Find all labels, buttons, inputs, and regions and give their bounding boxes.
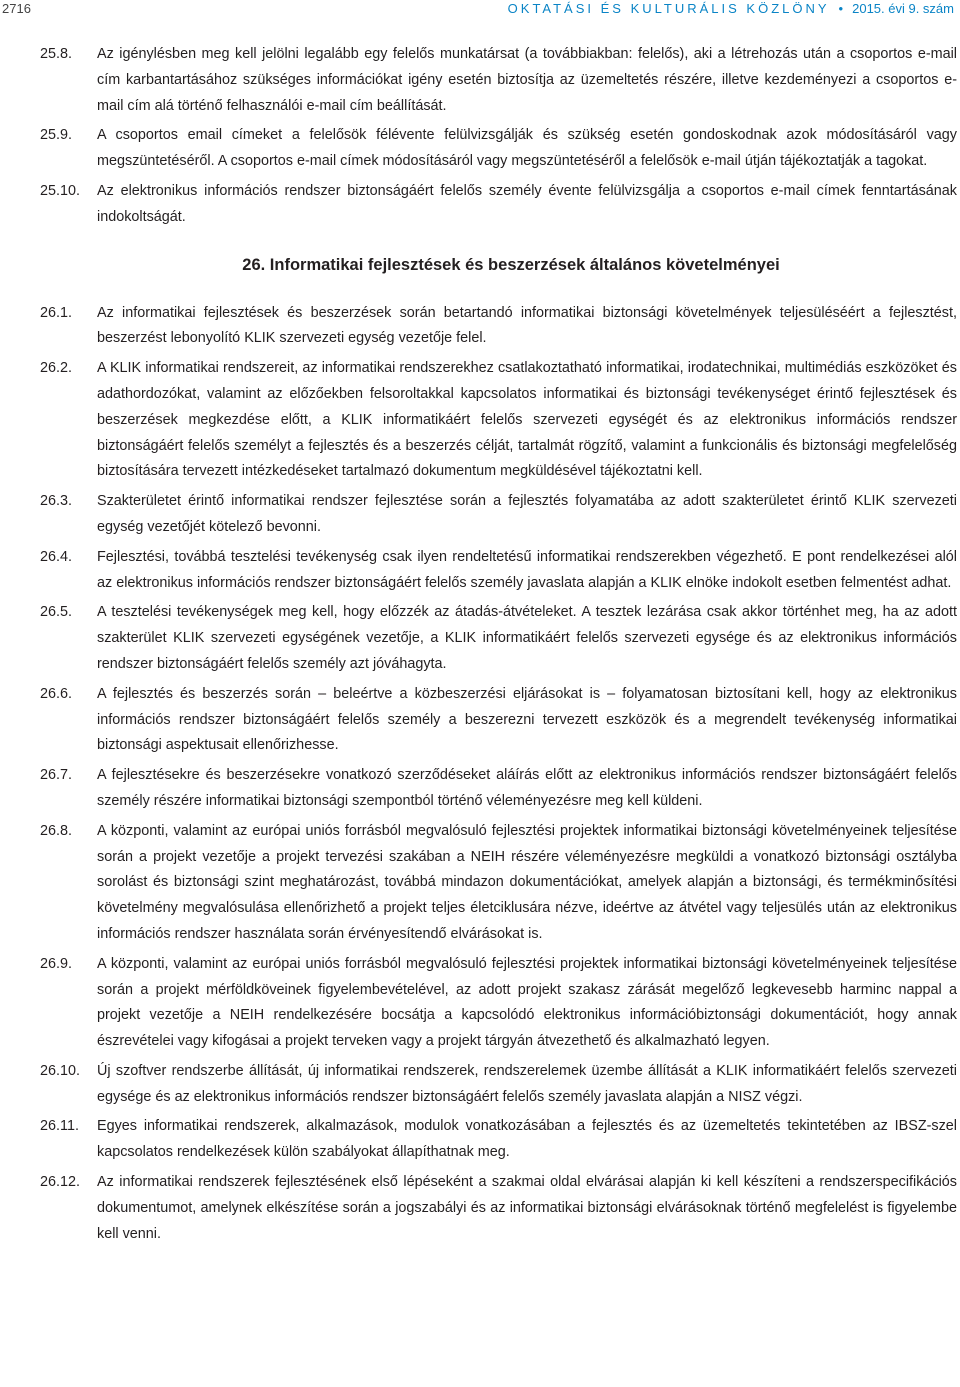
paragraph xyxy=(0,952,960,1055)
paragraph-number: 26.10. xyxy=(40,1062,81,1079)
document-body xyxy=(0,42,960,1251)
paragraph-number: 25.9. xyxy=(40,127,73,144)
paragraph-text: Egyes informatikai rendszerek, alkalmazások, modulok vonatkozásában a fejlesztés és az üzemeltetés tekintetében az IBSZ-szel kapcsolatos rendelkezések külön szabályokat állapíthatnak meg. xyxy=(97,1118,957,1161)
paragraph xyxy=(0,356,960,485)
paragraph-text: A fejlesztés és beszerzés során – beleértve a közbeszerzési eljárásokat is – folyamatosan biztosítani kell, hogy az elektronikus információs rendszer biztonságáért felelős személy a beszerezni tervezett eszközök és a megrendelt tevékenység informatikai biztonsági aspektusait ellenőrizhesse. xyxy=(97,685,957,754)
paragraph xyxy=(0,682,960,759)
paragraph xyxy=(0,1059,960,1111)
paragraph-text: Szakterületet érintő informatikai rendszer fejlesztése során a fejlesztés folyamatába az adott szakterületet érintő KLIK szervezeti egység vezetőjét kötelező bevonni. xyxy=(97,493,957,535)
paragraph-number: 26.11. xyxy=(40,1118,79,1135)
paragraph-text: Az informatikai rendszerek fejlesztésének első lépéseként a szakmai oldal elvárásai alapján ki kell készíteni a rendszerspecifikációs dokumentumot, amelynek elkészítése során a jogszabályi és az informatikai biztonsági elvárásoknak történő megfelelést is figyelembe kell venni. xyxy=(97,1174,957,1242)
paragraph-number: 26.7. xyxy=(40,767,73,784)
paragraph-number: 25.8. xyxy=(40,46,73,62)
page-header xyxy=(0,0,960,24)
paragraph-number: 26.4. xyxy=(40,548,73,565)
paragraph-number: 25.10. xyxy=(40,182,81,199)
paragraph-number: 26.2. xyxy=(40,360,73,377)
issue-label: 2015. évi 9. szám xyxy=(852,1,954,16)
paragraph xyxy=(0,42,960,119)
paragraph-number: 26.12. xyxy=(40,1174,81,1191)
journal-header xyxy=(508,1,954,16)
header-bullet: • xyxy=(838,1,844,16)
page-number: 2716 xyxy=(2,1,31,16)
paragraph-text: Az igénylésben meg kell jelölni legalább egy felelős munkatársat (a továbbiakban: felelős), aki a létrehozás után a csoportos e-mail cím karbantartásához szükséges információkat igény esetén biztosítja az üzemeltetés részére, illetve kezdeményezi a csoportos e-mail cím alá történő felhasználói e-mail cím beállítását. xyxy=(97,46,957,114)
paragraph-number: 26.9. xyxy=(40,955,73,972)
paragraph xyxy=(0,179,960,231)
paragraph-number: 26.6. xyxy=(40,685,73,702)
paragraph-text: Az elektronikus információs rendszer biztonságáért felelős személy évente felülvizsgálja a csoportos e-mail címek fenntartásának indokoltságát. xyxy=(97,182,957,225)
paragraph xyxy=(0,301,960,353)
paragraph-text: A csoportos email címeket a felelősök félévente felülvizsgálják és szükség esetén gondoskodnak azok módosításáról vagy megszüntetéséről. A csoportos e-mail címek módosításáról vagy megszüntetéséről a felelősök e-mail útján tájékoztatják a tagokat. xyxy=(97,127,957,170)
journal-title: OKTATÁSI ÉS KULTURÁLIS KÖZLÖNY xyxy=(507,1,830,16)
paragraph xyxy=(0,600,960,677)
paragraph xyxy=(0,545,960,597)
paragraph xyxy=(0,1170,960,1247)
paragraph-text: Új szoftver rendszerbe állítását, új informatikai rendszerek, rendszerelemek üzembe állítását a KLIK informatikáért felelős szervezeti egysége és az elektronikus információs rendszer biztonságáért felelős személy javaslata alapján a NISZ végzi. xyxy=(97,1062,957,1105)
paragraph-text: A központi, valamint az európai uniós forrásból megvalósuló fejlesztési projektek informatikai biztonsági követelményeinek teljesítése során a projekt mérföldköveinek figyelembevételével, az adott projekt szakasz zárását megelőző legkevesebb harminc nappal a projekt vezetője a NEIH rendelkezésére bocsátja a kapcsolódó elektronikus információbiztonsági dokumentációt, hogy annak észrevételei vagy kifogásai a projekt terveken vagy a projekt tárgyán átvezethető és alkalmazható legyen. xyxy=(97,955,957,1050)
paragraph-text: A KLIK informatikai rendszereit, az informatikai rendszerekhez csatlakoztatható informatikai, irodatechnikai, multimédiás eszközöket és adathordozókat, valamint az előzőekben felsoroltakkal kapcsolatos informatikai és biztonsági tevékenységet érintő fejlesztések és beszerzések megkezdése előtt, a KLIK informatikáért felelős szervezeti egységét és az elektronikus információs rendszer biztonságáért felelős személyt a fejlesztés és a beszerzés célját, tartalmát rögzítő, valamint a funkcionális és biztonsági megfelelőség biztosítására tervezett intézkedéseket tartalmazó dokumentum megküldésével tájékoztatni kell. xyxy=(97,360,957,480)
paragraph-number: 26.3. xyxy=(40,493,73,510)
paragraph-text: A fejlesztésekre és beszerzésekre vonatkozó szerződéseket aláírás előtt az elektronikus információs rendszer biztonságáért felelős személy részére informatikai biztonsági szempontból történő véleményezésre meg kell küldeni. xyxy=(97,767,957,809)
paragraph-number: 26.1. xyxy=(40,304,73,321)
paragraph-text: A tesztelési tevékenységek meg kell, hogy előzzék az átadás-átvételeket. A tesztek lezárása csak akkor történhet meg, ha az adott szakterület KLIK szervezeti egységének vezetője, a KLIK informatikáért felelős szervezeti egysége és az elektronikus információs rendszer biztonságáért felelős személy azt jóváhagyta. xyxy=(97,604,957,672)
paragraph xyxy=(0,763,960,815)
paragraph xyxy=(0,819,960,948)
paragraph xyxy=(0,123,960,175)
paragraph-text: Az informatikai fejlesztések és beszerzések során betartandó informatikai biztonsági követelmények teljesüléséért a fejlesztést, beszerzést lebonyolító KLIK szervezeti egység vezetője felel. xyxy=(97,304,957,347)
paragraph-number: 26.8. xyxy=(40,822,73,839)
paragraph-text: A központi, valamint az európai uniós forrásból megvalósuló fejlesztési projektek informatikai biztonsági követelményeinek teljesítése során a projekt vezetője a projekt tervezési szakában a NEIH részére véleményezésre megküldi a vonatkozó biztonsági osztályba sorolást és biztonsági szint meghatározást, továbbá mindazon dokumentációkat, amelyek alapján a biztonsági, és termékminősítési követelmény megvalósulása ellenőrizhető a projekt teljes életciklusára nézve, ideértve az átvétel vagy teljesülés után az elektronikus információs rendszer használata során érvényesítendő elvárásokat is. xyxy=(97,822,957,942)
paragraph xyxy=(0,489,960,541)
paragraph-number: 26.5. xyxy=(40,604,73,621)
paragraph-text: Fejlesztési, továbbá tesztelési tevékenység csak ilyen rendeltetésű informatikai rendszerekben végezhető. E pont rendelkezései alól az elektronikus információs rendszer biztonságáért felelős személy javaslata alapján a KLIK elnöke indokolt esetben felmentést adhat. xyxy=(97,548,957,591)
paragraph xyxy=(0,1114,960,1166)
section-heading: 26. Informatikai fejlesztések és beszerzések általános követelményei xyxy=(242,255,780,274)
